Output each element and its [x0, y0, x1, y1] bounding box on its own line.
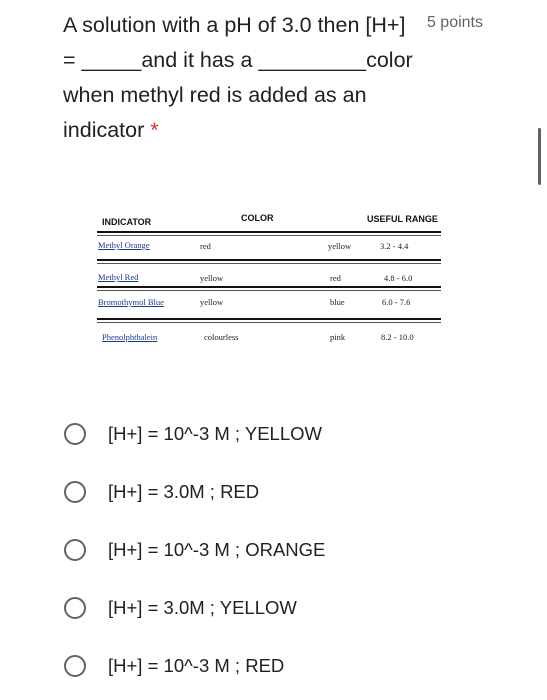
row-indicator: Methyl Orange — [98, 240, 150, 250]
option-2[interactable] — [64, 472, 464, 512]
question-text-part-3: color when methyl red is added as an indicator — [63, 48, 413, 142]
option-label: [H+] = 3.0M ; RED — [108, 481, 260, 502]
row-color-low: yellow — [200, 273, 224, 283]
option-1[interactable] — [64, 414, 464, 454]
row-color-high: pink — [330, 332, 346, 342]
points-label: 5 points — [426, 14, 483, 31]
row-color-low: colourless — [204, 332, 239, 342]
question-title — [63, 8, 413, 148]
row-range: 3.2 - 4.4 — [380, 241, 409, 251]
row-color-high: yellow — [328, 241, 352, 251]
row-color-low: yellow — [200, 297, 224, 307]
required-asterisk: * — [150, 118, 159, 142]
option-5[interactable] — [64, 646, 464, 686]
option-3[interactable] — [64, 530, 464, 570]
radio-button[interactable] — [64, 655, 86, 677]
row-indicator: Bromothymol Blue — [98, 297, 164, 307]
question-text-part-1: A solution with a pH of 3.0 then [H+] = — [63, 13, 406, 72]
table-rule — [97, 259, 441, 261]
table-rule — [97, 290, 441, 291]
radio-button[interactable] — [64, 481, 86, 503]
table-rule — [97, 235, 441, 236]
table-rule — [97, 318, 441, 320]
answer-blank-2: _________ — [258, 48, 367, 72]
option-4[interactable] — [64, 588, 464, 628]
option-label: [H+] = 10^-3 M ; RED — [108, 655, 285, 676]
row-range: 8.2 - 10.0 — [381, 332, 414, 342]
option-label: [H+] = 10^-3 M ; YELLOW — [108, 423, 322, 444]
row-color-low: red — [200, 241, 211, 251]
table-rule — [97, 263, 441, 264]
table-rule — [97, 231, 441, 233]
header-color: COLOR — [241, 213, 274, 223]
option-label: [H+] = 3.0M ; YELLOW — [108, 597, 297, 618]
radio-button[interactable] — [64, 597, 86, 619]
header-indicator: INDICATOR — [102, 217, 152, 227]
scrollbar-thumb[interactable] — [538, 128, 541, 185]
row-color-high: blue — [330, 297, 345, 307]
table-rule — [97, 286, 441, 288]
radio-button[interactable] — [64, 539, 86, 561]
row-indicator: Phenolphthalein — [102, 332, 158, 342]
option-label: [H+] = 10^-3 M ; ORANGE — [108, 539, 326, 560]
row-range: 6.0 - 7.6 — [382, 297, 411, 307]
row-indicator: Methyl Red — [98, 272, 139, 282]
row-color-high: red — [330, 273, 341, 283]
header-useful-range: USEFUL RANGE — [367, 214, 438, 224]
answer-blank-1: _____ — [81, 48, 142, 72]
radio-button[interactable] — [64, 423, 86, 445]
table-rule — [97, 322, 441, 323]
row-range: 4.8 - 6.0 — [384, 273, 413, 283]
question-text-part-2: and it has a — [141, 48, 259, 72]
indicator-table-image — [94, 206, 446, 351]
